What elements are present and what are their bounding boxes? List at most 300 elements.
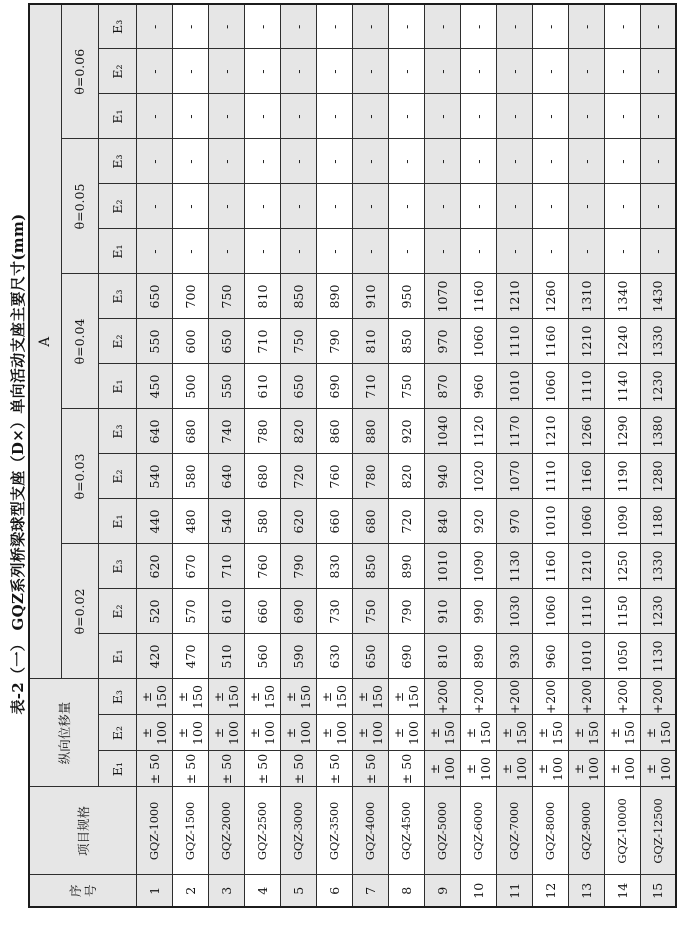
table-row xyxy=(532,4,568,907)
dimension-cell: 1160 xyxy=(532,319,568,364)
dimension-cell: 930 xyxy=(496,634,532,679)
dimension-cell: 690 xyxy=(388,634,424,679)
table-row xyxy=(352,4,388,907)
spec-cell: GQZ-10000 xyxy=(604,787,640,875)
dimension-cell: - xyxy=(280,184,316,229)
dimension-cell: 1140 xyxy=(604,364,640,409)
dimension-cell: 1290 xyxy=(604,409,640,454)
dimension-cell: - xyxy=(640,4,676,49)
dimension-cell: 940 xyxy=(424,454,460,499)
displacement-cell: ± 150 xyxy=(208,679,244,715)
dimension-cell: 820 xyxy=(388,454,424,499)
dimension-cell: 710 xyxy=(352,364,388,409)
dimension-cell: - xyxy=(640,94,676,139)
dimension-cell: 620 xyxy=(136,544,172,589)
displacement-cell: ± 150 xyxy=(136,679,172,715)
dimension-cell: - xyxy=(352,94,388,139)
dimension-cell: - xyxy=(424,49,460,94)
displacement-cell: ± 150 xyxy=(604,715,640,751)
table-row xyxy=(388,4,424,907)
dimension-cell: 580 xyxy=(172,454,208,499)
dimension-cell: 850 xyxy=(388,319,424,364)
header-a: A xyxy=(29,4,61,679)
table-row xyxy=(568,4,604,907)
dimension-cell: 910 xyxy=(352,274,388,319)
dimension-cell: 1120 xyxy=(460,409,496,454)
displacement-cell: ± 150 xyxy=(460,715,496,751)
dimension-cell: - xyxy=(460,139,496,184)
spec-cell: GQZ-7000 xyxy=(496,787,532,875)
dimension-cell: 760 xyxy=(244,544,280,589)
serial-cell: 6 xyxy=(316,875,352,907)
serial-cell: 5 xyxy=(280,875,316,907)
dimension-cell: - xyxy=(136,4,172,49)
table-row xyxy=(208,4,244,907)
dimension-cell: - xyxy=(208,94,244,139)
dimension-cell: 660 xyxy=(244,589,280,634)
spec-cell: GQZ-9000 xyxy=(568,787,604,875)
dimension-cell: 670 xyxy=(172,544,208,589)
displacement-cell: ± 100 xyxy=(604,751,640,787)
dimension-cell: - xyxy=(316,94,352,139)
dimension-cell: - xyxy=(640,229,676,274)
displacement-cell: ± 150 xyxy=(424,715,460,751)
dimension-cell: 1070 xyxy=(424,274,460,319)
dimension-cell: 1090 xyxy=(604,499,640,544)
dimension-cell: 870 xyxy=(424,364,460,409)
dimension-cell: 970 xyxy=(424,319,460,364)
dimension-cell: - xyxy=(352,49,388,94)
dimension-cell: 910 xyxy=(424,589,460,634)
spec-cell: GQZ-4500 xyxy=(388,787,424,875)
displacement-cell: ± 50 xyxy=(388,751,424,787)
dimension-cell: - xyxy=(316,4,352,49)
displacement-cell: ± 100 xyxy=(280,715,316,751)
header-e1: E₁ xyxy=(98,634,136,679)
dimension-cell: - xyxy=(496,4,532,49)
dimension-cell: 1230 xyxy=(640,589,676,634)
displacement-cell: ± 150 xyxy=(352,679,388,715)
dimension-cell: - xyxy=(352,4,388,49)
dimension-cell: - xyxy=(280,94,316,139)
dimension-cell: 620 xyxy=(280,499,316,544)
dimension-cell: 790 xyxy=(316,319,352,364)
dimension-cell: 570 xyxy=(172,589,208,634)
header-e1: E₁ xyxy=(98,229,136,274)
serial-cell: 3 xyxy=(208,875,244,907)
dimension-cell: 1190 xyxy=(604,454,640,499)
dimension-cell: - xyxy=(280,139,316,184)
table-title: 表-2（一） GQZ系列桥梁球型支座（D×）单向活动支座主要尺寸(mm) xyxy=(9,213,27,715)
displacement-cell: ± 100 xyxy=(136,715,172,751)
displacement-cell: ± 50 xyxy=(136,751,172,787)
displacement-cell: +200 xyxy=(460,679,496,715)
serial-cell: 2 xyxy=(172,875,208,907)
dimension-cell: 890 xyxy=(316,274,352,319)
dimension-cell: 1130 xyxy=(496,544,532,589)
displacement-cell: ± 150 xyxy=(532,715,568,751)
spec-cell: GQZ-3000 xyxy=(280,787,316,875)
displacement-cell: ± 100 xyxy=(352,715,388,751)
dimension-cell: - xyxy=(172,139,208,184)
dimension-cell: - xyxy=(532,4,568,49)
displacement-cell: ± 150 xyxy=(316,679,352,715)
displacement-cell: ± 100 xyxy=(424,751,460,787)
serial-cell: 15 xyxy=(640,875,676,907)
serial-cell: 14 xyxy=(604,875,640,907)
dimension-cell: 420 xyxy=(136,634,172,679)
header-e2: E₂ xyxy=(98,319,136,364)
dimension-cell: 540 xyxy=(136,454,172,499)
displacement-cell: ± 150 xyxy=(244,679,280,715)
dimension-cell: - xyxy=(244,139,280,184)
header-e3: E₃ xyxy=(98,679,136,715)
dimension-cell: - xyxy=(352,139,388,184)
dimension-cell: 1210 xyxy=(568,544,604,589)
dimension-cell: - xyxy=(604,4,640,49)
spec-cell: GQZ-6000 xyxy=(460,787,496,875)
table-row xyxy=(172,4,208,907)
dimension-cell: 1030 xyxy=(496,589,532,634)
dimension-cell: 860 xyxy=(316,409,352,454)
dimension-cell: 680 xyxy=(244,454,280,499)
serial-cell: 1 xyxy=(136,875,172,907)
header-e1: E₁ xyxy=(98,94,136,139)
dimension-cell: - xyxy=(136,94,172,139)
dimension-cell: - xyxy=(424,94,460,139)
serial-cell: 4 xyxy=(244,875,280,907)
dimension-cell: 1230 xyxy=(640,364,676,409)
dimension-cell: - xyxy=(532,139,568,184)
header-longitudinal-displacement: 纵向位移量 xyxy=(29,679,98,787)
dimension-cell: 1060 xyxy=(460,319,496,364)
dimension-cell: 1060 xyxy=(568,499,604,544)
dimension-cell: - xyxy=(136,49,172,94)
dimension-cell: 1110 xyxy=(496,319,532,364)
e-header-row xyxy=(98,4,136,907)
dimension-cell: 690 xyxy=(316,364,352,409)
dimension-cell: - xyxy=(172,229,208,274)
dimension-cell: 850 xyxy=(280,274,316,319)
header-e1: E₁ xyxy=(98,364,136,409)
dimension-cell: 720 xyxy=(388,499,424,544)
displacement-cell: +200 xyxy=(604,679,640,715)
dimension-cell: 790 xyxy=(388,589,424,634)
dimension-cell: 820 xyxy=(280,409,316,454)
header-theta-3: θ=0.05 xyxy=(61,139,98,274)
dimension-cell: 560 xyxy=(244,634,280,679)
dimension-cell: - xyxy=(316,184,352,229)
serial-cell: 7 xyxy=(352,875,388,907)
dimension-cell: 890 xyxy=(460,634,496,679)
dimension-cell: 1260 xyxy=(532,274,568,319)
dimension-cell: 740 xyxy=(208,409,244,454)
bearing-dimensions-table xyxy=(28,3,677,908)
dimension-cell: - xyxy=(388,4,424,49)
dimension-cell: - xyxy=(316,49,352,94)
spec-cell: GQZ-1000 xyxy=(136,787,172,875)
dimension-cell: - xyxy=(604,49,640,94)
dimension-cell: 1090 xyxy=(460,544,496,589)
displacement-cell: ± 150 xyxy=(496,715,532,751)
dimension-cell: 1060 xyxy=(532,364,568,409)
displacement-cell: ± 50 xyxy=(352,751,388,787)
dimension-cell: 650 xyxy=(352,634,388,679)
dimension-cell: - xyxy=(424,4,460,49)
dimension-cell: - xyxy=(640,49,676,94)
dimension-cell: 650 xyxy=(280,364,316,409)
dimension-cell: - xyxy=(568,229,604,274)
dimension-cell: 810 xyxy=(352,319,388,364)
dimension-cell: 1010 xyxy=(424,544,460,589)
dimension-cell: - xyxy=(316,139,352,184)
dimension-cell: 690 xyxy=(280,589,316,634)
dimension-cell: 600 xyxy=(172,319,208,364)
dimension-cell: - xyxy=(496,229,532,274)
dimension-cell: - xyxy=(136,139,172,184)
dimension-cell: - xyxy=(316,229,352,274)
dimension-cell: - xyxy=(604,94,640,139)
header-e2: E₂ xyxy=(98,184,136,229)
dimension-cell: 750 xyxy=(280,319,316,364)
displacement-cell: ± 50 xyxy=(172,751,208,787)
dimension-cell: - xyxy=(136,229,172,274)
dimension-cell: 1250 xyxy=(604,544,640,589)
dimension-cell: 650 xyxy=(208,319,244,364)
dimension-cell: 1130 xyxy=(640,634,676,679)
dimension-cell: 1280 xyxy=(640,454,676,499)
dimension-cell: 950 xyxy=(388,274,424,319)
dimension-cell: 750 xyxy=(352,589,388,634)
dimension-cell: 590 xyxy=(280,634,316,679)
dimension-cell: 1380 xyxy=(640,409,676,454)
dimension-cell: 1160 xyxy=(460,274,496,319)
dimension-cell: 470 xyxy=(172,634,208,679)
displacement-cell: ± 50 xyxy=(244,751,280,787)
dimension-cell: 1170 xyxy=(496,409,532,454)
serial-cell: 13 xyxy=(568,875,604,907)
dimension-cell: - xyxy=(532,94,568,139)
dimension-cell: - xyxy=(496,184,532,229)
table-row xyxy=(604,4,640,907)
dimension-cell: 920 xyxy=(460,499,496,544)
dimension-cell: 1040 xyxy=(424,409,460,454)
dimension-cell: - xyxy=(280,4,316,49)
dimension-cell: 1110 xyxy=(568,364,604,409)
dimension-cell: 500 xyxy=(172,364,208,409)
dimension-cell: 480 xyxy=(172,499,208,544)
dimension-cell: 660 xyxy=(316,499,352,544)
dimension-cell: 1050 xyxy=(604,634,640,679)
dimension-cell: - xyxy=(460,184,496,229)
dimension-cell: - xyxy=(424,229,460,274)
dimension-cell: 440 xyxy=(136,499,172,544)
dimension-cell: 890 xyxy=(388,544,424,589)
dimension-cell: - xyxy=(604,139,640,184)
dimension-cell: - xyxy=(460,229,496,274)
dimension-cell: - xyxy=(568,94,604,139)
dimension-cell: - xyxy=(280,49,316,94)
dimension-cell: 1180 xyxy=(640,499,676,544)
dimension-cell: 1260 xyxy=(568,409,604,454)
dimension-cell: - xyxy=(496,94,532,139)
displacement-cell: ± 100 xyxy=(208,715,244,751)
table-row xyxy=(640,4,676,907)
displacement-cell: ± 100 xyxy=(316,715,352,751)
header-e3: E₃ xyxy=(98,4,136,49)
displacement-cell: ± 150 xyxy=(172,679,208,715)
serial-cell: 12 xyxy=(532,875,568,907)
dimension-cell: 750 xyxy=(208,274,244,319)
dimension-cell: - xyxy=(532,184,568,229)
displacement-cell: +200 xyxy=(568,679,604,715)
dimension-cell: - xyxy=(172,184,208,229)
dimension-cell: 1210 xyxy=(568,319,604,364)
dimension-cell: 1010 xyxy=(568,634,604,679)
displacement-cell: ± 100 xyxy=(460,751,496,787)
displacement-cell: +200 xyxy=(640,679,676,715)
dimension-cell: 1210 xyxy=(496,274,532,319)
dimension-cell: - xyxy=(172,4,208,49)
displacement-cell: ± 100 xyxy=(172,715,208,751)
dimension-cell: 850 xyxy=(352,544,388,589)
header-e2: E₂ xyxy=(98,49,136,94)
dimension-cell: 880 xyxy=(352,409,388,454)
dimension-cell: - xyxy=(388,139,424,184)
dimension-cell: 1020 xyxy=(460,454,496,499)
dimension-cell: 780 xyxy=(244,409,280,454)
dimension-cell: - xyxy=(388,184,424,229)
dimension-cell: - xyxy=(388,94,424,139)
dimension-cell: - xyxy=(244,4,280,49)
table-row xyxy=(316,4,352,907)
dimension-cell: 780 xyxy=(352,454,388,499)
dimension-cell: 1110 xyxy=(532,454,568,499)
spec-cell: GQZ-12500 xyxy=(640,787,676,875)
dimension-cell: - xyxy=(496,49,532,94)
dimension-cell: - xyxy=(244,49,280,94)
dimension-cell: 1430 xyxy=(640,274,676,319)
table-body xyxy=(136,4,676,907)
header-e3: E₃ xyxy=(98,409,136,454)
displacement-cell: ± 150 xyxy=(280,679,316,715)
table-row xyxy=(460,4,496,907)
dimension-cell: 640 xyxy=(136,409,172,454)
dimension-cell: - xyxy=(604,229,640,274)
displacement-cell: ± 100 xyxy=(640,751,676,787)
dimension-cell: 710 xyxy=(208,544,244,589)
dimension-cell: 1060 xyxy=(532,589,568,634)
header-serial-number: 序号 xyxy=(29,875,136,907)
header-e1: E₁ xyxy=(98,751,136,787)
dimension-cell: 920 xyxy=(388,409,424,454)
spec-cell: GQZ-2500 xyxy=(244,787,280,875)
dimension-cell: 1240 xyxy=(604,319,640,364)
dimension-cell: 790 xyxy=(280,544,316,589)
dimension-cell: - xyxy=(208,184,244,229)
dimension-cell: 1330 xyxy=(640,544,676,589)
serial-cell: 11 xyxy=(496,875,532,907)
dimension-cell: 700 xyxy=(172,274,208,319)
dimension-cell: - xyxy=(208,229,244,274)
header-e3: E₃ xyxy=(98,139,136,184)
dimension-cell: 1010 xyxy=(532,499,568,544)
dimension-cell: - xyxy=(568,4,604,49)
dimension-cell: - xyxy=(532,229,568,274)
dimension-cell: 610 xyxy=(244,364,280,409)
displacement-cell: ± 150 xyxy=(640,715,676,751)
displacement-cell: ± 100 xyxy=(244,715,280,751)
dimension-cell: 1330 xyxy=(640,319,676,364)
displacement-cell: ± 100 xyxy=(568,751,604,787)
dimension-cell: - xyxy=(568,49,604,94)
dimension-cell: - xyxy=(460,4,496,49)
dimension-cell: 550 xyxy=(208,364,244,409)
displacement-cell: ± 100 xyxy=(496,751,532,787)
dimension-cell: - xyxy=(424,184,460,229)
serial-cell: 9 xyxy=(424,875,460,907)
dimension-cell: 840 xyxy=(424,499,460,544)
displacement-cell: ± 150 xyxy=(388,679,424,715)
dimension-cell: 1310 xyxy=(568,274,604,319)
dimension-cell: - xyxy=(244,184,280,229)
displacement-cell: ± 100 xyxy=(532,751,568,787)
dimension-cell: - xyxy=(208,139,244,184)
dimension-cell: 630 xyxy=(316,634,352,679)
header-theta-1: θ=0.03 xyxy=(61,409,98,544)
dimension-cell: 960 xyxy=(532,634,568,679)
dimension-cell: 1110 xyxy=(568,589,604,634)
table-row xyxy=(280,4,316,907)
dimension-cell: - xyxy=(496,139,532,184)
dimension-cell: - xyxy=(352,184,388,229)
dimension-cell: 810 xyxy=(244,274,280,319)
dimension-cell: 1070 xyxy=(496,454,532,499)
dimension-cell: - xyxy=(640,184,676,229)
header-e3: E₃ xyxy=(98,274,136,319)
displacement-cell: ± 50 xyxy=(280,751,316,787)
spec-cell: GQZ-8000 xyxy=(532,787,568,875)
dimension-cell: 730 xyxy=(316,589,352,634)
header-theta-0: θ=0.02 xyxy=(61,544,98,679)
dimension-cell: - xyxy=(568,139,604,184)
displacement-cell: +200 xyxy=(496,679,532,715)
spec-cell: GQZ-4000 xyxy=(352,787,388,875)
spec-cell: GQZ-5000 xyxy=(424,787,460,875)
dimension-cell: 1010 xyxy=(496,364,532,409)
dimension-cell: 1160 xyxy=(568,454,604,499)
dimension-cell: 830 xyxy=(316,544,352,589)
dimension-cell: - xyxy=(244,94,280,139)
dimension-cell: 580 xyxy=(244,499,280,544)
dimension-cell: 640 xyxy=(208,454,244,499)
dimension-cell: 810 xyxy=(424,634,460,679)
dimension-cell: - xyxy=(460,94,496,139)
header-e2: E₂ xyxy=(98,589,136,634)
spec-cell: GQZ-1500 xyxy=(172,787,208,875)
header-e2: E₂ xyxy=(98,715,136,751)
dimension-cell: 680 xyxy=(172,409,208,454)
dimension-cell: 760 xyxy=(316,454,352,499)
dimension-cell: 510 xyxy=(208,634,244,679)
displacement-cell: ± 50 xyxy=(208,751,244,787)
dimension-cell: 550 xyxy=(136,319,172,364)
dimension-cell: - xyxy=(640,139,676,184)
dimension-cell: 970 xyxy=(496,499,532,544)
dimension-cell: 750 xyxy=(388,364,424,409)
table-row xyxy=(496,4,532,907)
dimension-cell: - xyxy=(388,49,424,94)
